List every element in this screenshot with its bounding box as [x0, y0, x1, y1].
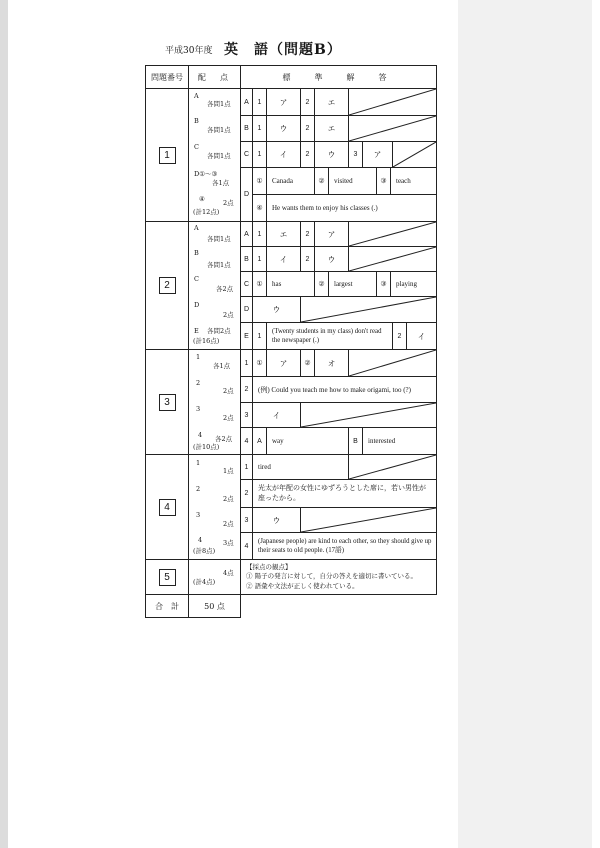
column-header-number: [145, 65, 189, 89]
points-label: 3: [196, 405, 201, 413]
points-value: 各問1点: [207, 152, 231, 160]
item-number: ①: [253, 350, 267, 376]
points-label: B: [194, 249, 199, 257]
answer-value: playing: [396, 280, 417, 288]
diagonal-strike: [349, 89, 436, 115]
answer-value: teach: [396, 176, 411, 185]
points-value: 2点: [223, 311, 234, 319]
points-value: 2点: [223, 199, 234, 207]
points-cell-2: [189, 222, 241, 350]
points-value: 各2点: [215, 435, 233, 443]
question-number-box: 3: [159, 394, 176, 411]
scoring-criteria: [241, 560, 436, 594]
answer-value: ア: [363, 142, 393, 167]
points-total: (計8点): [193, 547, 216, 555]
answer-row-label: A: [241, 222, 253, 246]
scoring-criterion: [246, 582, 359, 591]
answer-row-q1-d: [241, 168, 437, 222]
answer-value: (例) Could you teach me how to make origami, too (?): [258, 385, 411, 394]
answer-value: イ: [417, 331, 426, 341]
item-number: 1: [253, 247, 267, 271]
answer-row-q4-3: [241, 508, 437, 533]
item-number: 1: [253, 222, 267, 246]
answer-row-q2-e: [241, 323, 437, 350]
item-number: ①: [253, 272, 267, 296]
answer-value: ア: [267, 89, 301, 115]
answer-row-label: 3: [241, 508, 253, 532]
points-label: E: [194, 327, 199, 335]
answer-row-label: D: [241, 168, 253, 221]
answer-row-q1-c: [241, 142, 437, 168]
points-value: 各問1点: [207, 261, 231, 269]
answer-value: ウ: [253, 508, 301, 532]
answer-value: エ: [315, 89, 349, 115]
answer-value: ア: [267, 350, 301, 376]
answer-row-q5: [241, 560, 437, 595]
points-label: B: [194, 117, 199, 125]
points-label: 4: [198, 431, 203, 439]
points-label: ④: [199, 195, 205, 203]
document-title: 英 語（問題B）: [224, 42, 342, 58]
points-value: 2点: [223, 495, 234, 503]
answer-row-q2-c: [241, 272, 437, 297]
question-number-cell-4: [145, 455, 189, 560]
points-total: (計12点): [193, 208, 220, 216]
item-number: A: [253, 428, 267, 454]
answer-value: イ: [267, 247, 301, 271]
points-label: C: [194, 143, 199, 151]
points-label: A: [194, 224, 199, 232]
question-number-cell-5: [145, 560, 189, 595]
total-value: 50 点: [204, 601, 225, 611]
answer-row-label: 1: [241, 455, 253, 479]
item-number: ③: [377, 168, 391, 194]
question-number-box: 2: [159, 277, 176, 294]
answer-row-q3-2: [241, 377, 437, 403]
answer-value: way: [267, 428, 349, 454]
item-number: 1: [253, 116, 267, 141]
points-value: 2点: [223, 520, 234, 528]
points-value: 各問1点: [207, 235, 231, 243]
points-total: (計10点): [193, 443, 220, 451]
points-value: 各1点: [213, 362, 231, 370]
answer-value: イ: [253, 403, 301, 427]
points-label: D: [194, 301, 200, 309]
item-number: ①: [253, 168, 267, 194]
answer-value: オ: [315, 350, 349, 376]
diagonal-strike: [393, 142, 436, 167]
points-label: 2: [196, 485, 201, 493]
points-label: 2: [196, 379, 201, 387]
answer-row-label: C: [241, 142, 253, 167]
item-number: 2: [393, 323, 407, 349]
points-label: 1: [196, 353, 201, 361]
answer-row-q3-4: [241, 428, 437, 455]
item-number: 2: [301, 116, 315, 141]
points-label: 4: [198, 536, 203, 544]
answer-row-label: 2: [241, 480, 253, 507]
diagonal-strike: [349, 455, 436, 479]
answer-row-label: A: [241, 89, 253, 115]
question-number-cell-2: [145, 222, 189, 350]
answer-row-q2-a: [241, 222, 437, 247]
answer-row-label: B: [241, 247, 253, 271]
item-number: 1: [253, 323, 267, 349]
points-value: 各問2点: [207, 327, 231, 335]
criterion-text: 陽子の発言に対して，自分の答えを適切に書いている。: [254, 572, 417, 581]
scoring-criterion: [246, 572, 417, 581]
answer-key-table: [145, 65, 437, 618]
diagonal-strike: [301, 297, 436, 322]
diagonal-strike: [349, 350, 436, 376]
answer-value: エ: [315, 116, 349, 141]
answer-row-q1-a: [241, 89, 437, 116]
points-value: 各問1点: [207, 100, 231, 108]
answer-value: largest: [329, 272, 377, 296]
column-header-answer: [241, 65, 437, 89]
answer-row-q1-b: [241, 116, 437, 142]
criterion-marker: ①: [246, 572, 253, 581]
answer-value: ウ: [253, 297, 301, 322]
item-number: 2: [301, 222, 315, 246]
answer-row-q3-3: [241, 403, 437, 428]
diagonal-strike: [301, 403, 436, 427]
points-value: 各問1点: [207, 126, 231, 134]
answer-value: (Japanese people) are kind to each other, so they should give up their seats to old people. (17語): [258, 537, 432, 554]
points-cell-1: [189, 89, 241, 222]
answer-value: エ: [267, 222, 301, 246]
answer-row-label: B: [241, 116, 253, 141]
question-number-box: 4: [159, 499, 176, 516]
answer-value: ウ: [315, 247, 349, 271]
answer-row-q4-1: [241, 455, 437, 480]
document-year: 平成30年度: [165, 46, 213, 56]
answer-row-label: 2: [241, 377, 253, 402]
scan-margin-right: [458, 0, 592, 848]
item-number: ②: [301, 350, 315, 376]
item-number: ④: [253, 195, 267, 222]
answer-subrow: [253, 195, 436, 222]
points-label: D①～③: [194, 170, 218, 178]
answer-value: イ: [267, 142, 301, 167]
diagonal-strike: [349, 116, 436, 141]
points-label: 3: [196, 511, 201, 519]
total-label: 合 計: [155, 601, 179, 611]
answer-value: interested: [368, 437, 396, 445]
points-value: 2点: [223, 414, 234, 422]
item-number: 2: [301, 247, 315, 271]
scoring-criteria-heading: 【採点の観点】: [246, 563, 292, 571]
answer-subrows: [253, 168, 436, 221]
answer-value: He wants them to enjoy his classes (.): [272, 203, 378, 212]
question-number-cell-3: [145, 350, 189, 455]
points-value: 3点: [223, 539, 234, 547]
answer-value: (Twenty students in my class) don't read the newspaper (.): [267, 323, 393, 349]
item-number: 2: [301, 142, 315, 167]
answer-value: ウ: [315, 142, 349, 167]
item-number: 1: [253, 142, 267, 167]
column-header-points: [189, 65, 241, 89]
points-label: A: [194, 92, 199, 100]
points-value: 各1点: [212, 179, 230, 187]
column-header-points-text: 配 点: [198, 72, 231, 82]
answer-row-label: D: [241, 297, 253, 322]
criterion-marker: ②: [246, 581, 253, 590]
item-number: 1: [253, 89, 267, 115]
points-cell-4: [189, 455, 241, 560]
item-number: ②: [315, 168, 329, 194]
answer-row-label: 4: [241, 428, 253, 454]
answer-row-q4-2: [241, 480, 437, 508]
answer-row-q3-1: [241, 350, 437, 377]
answer-value: Canada: [267, 168, 315, 194]
column-header-answer-text: 標 準 解 答: [282, 72, 395, 82]
points-value: 各2点: [216, 285, 234, 293]
diagonal-strike: [301, 508, 436, 532]
answer-value: tired: [253, 455, 349, 479]
answer-row-label: C: [241, 272, 253, 296]
points-label: 1: [196, 459, 201, 467]
item-number: 3: [349, 142, 363, 167]
diagonal-strike: [349, 247, 436, 271]
points-cell-5: [189, 560, 241, 595]
question-number-cell-1: [145, 89, 189, 222]
points-value: 2点: [223, 387, 234, 395]
points-total: (計16点): [193, 337, 220, 345]
answer-row-label: 4: [241, 533, 253, 559]
points-label: C: [194, 275, 199, 283]
answer-value: ア: [315, 222, 349, 246]
item-number: ②: [315, 272, 329, 296]
scan-edge-left: [0, 0, 8, 848]
column-header-number-text: 問題番号: [151, 72, 183, 82]
total-value-cell: [189, 595, 241, 618]
criterion-text: 語彙や文法が正しく使われている。: [254, 581, 359, 590]
answer-value: 光太が年配の女性にゆずろうとした席に，若い男性が座ったから。: [258, 484, 426, 502]
answer-row-q2-d: [241, 297, 437, 323]
answer-row-label: 3: [241, 403, 253, 427]
answer-row-q4-4: [241, 533, 437, 560]
answer-value: has: [267, 272, 315, 296]
points-value: 4点: [223, 569, 234, 577]
answer-subrow: [253, 168, 436, 195]
answer-value: ウ: [267, 116, 301, 141]
item-number: ③: [377, 272, 391, 296]
points-cell-3: [189, 350, 241, 455]
points-value: 1点: [223, 467, 234, 475]
question-number-box: 5: [159, 569, 176, 586]
answer-row-label: 1: [241, 350, 253, 376]
diagonal-strike: [349, 222, 436, 246]
answer-row-q2-b: [241, 247, 437, 272]
total-label-cell: [145, 595, 189, 618]
answer-row-label: E: [241, 323, 253, 349]
question-number-box: 1: [159, 147, 176, 164]
answer-value: visited: [329, 168, 377, 194]
item-number: 2: [301, 89, 315, 115]
points-total: (計4点): [193, 578, 216, 586]
item-number: B: [349, 428, 363, 454]
